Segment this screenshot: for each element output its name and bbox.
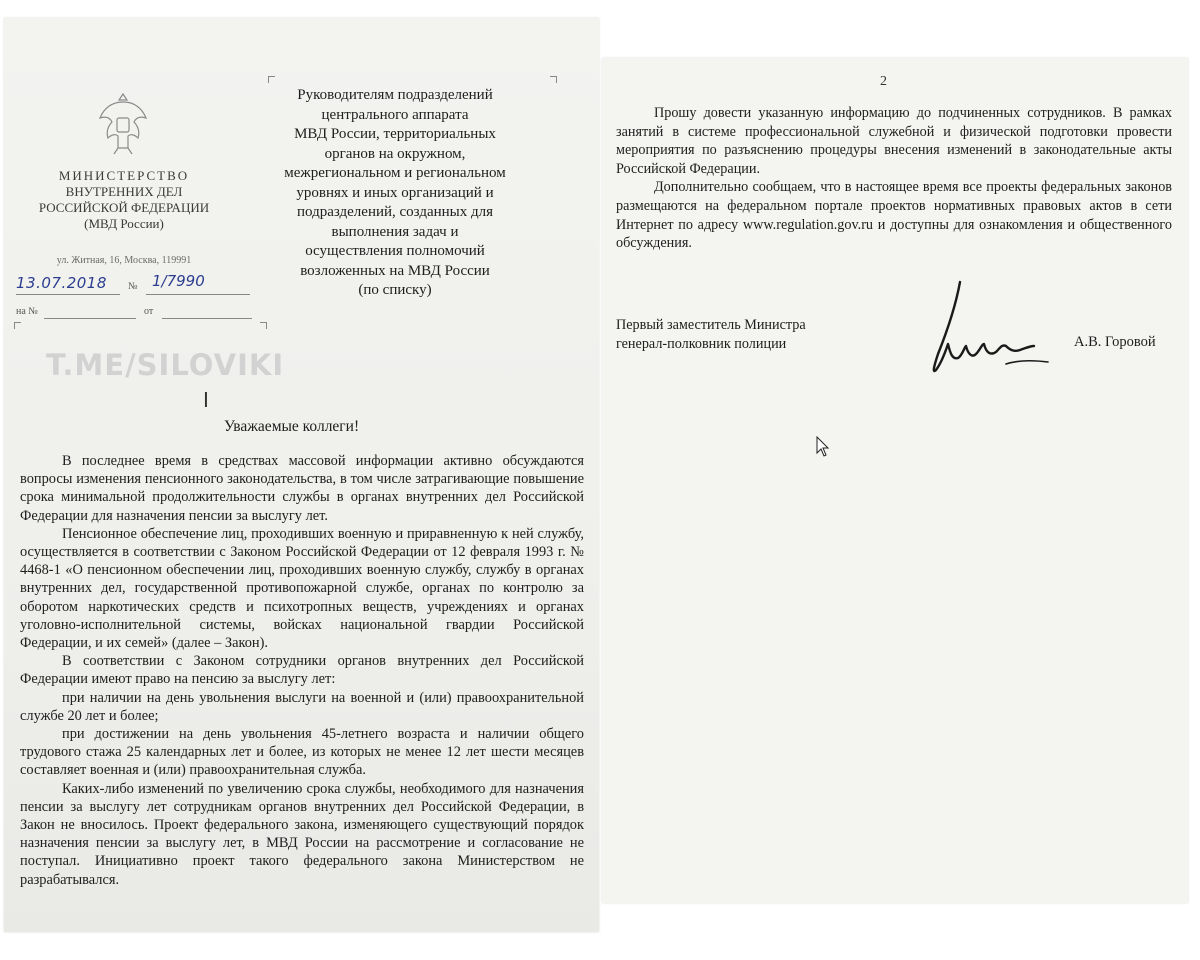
addressee-line: выполнения задач и <box>331 223 459 240</box>
body-paragraph: Прошу довести указанную информацию до подчиненных сотрудников. В рамках занятий в системе профессиональной служебной и физической подготовки провести мероприятия по разъяснению процедуры внесения изменений в законодательные акты Российской Федерации. <box>616 105 1172 177</box>
frame-corner <box>550 76 557 83</box>
body-paragraph: В соответствии с Законом сотрудники органов внутренних дел Российской Федерации имеют право на пенсию за выслугу лет: <box>20 653 584 688</box>
greeting: Уважаемые коллеги! <box>224 418 360 435</box>
signer-title-line-2: генерал-полковник полиции <box>616 335 787 352</box>
ministry-line-2: ВНУТРЕННИХ ДЕЛ <box>65 184 183 199</box>
registration-date: 13.07.2018 <box>16 274 107 292</box>
ministry-line-4: (МВД России) <box>84 216 164 231</box>
ministry-address: ул. Житная, 16, Москва, 119991 <box>56 255 192 266</box>
frame-corner <box>268 76 275 83</box>
body-paragraph: при достижении на день увольнения 45-летнего возраста и наличии общего трудового стажа 25 календарных лет и более, из которых не менее 12 лет шести месяцев составляет военная и (или) правоохранительная служба. <box>20 726 584 779</box>
addressee-line: центрального аппарата <box>321 106 469 123</box>
addressee-line: МВД России, территориальных <box>294 126 496 142</box>
addressee-line: уровнях и иных организаций и <box>296 184 494 201</box>
reference-from-underline <box>162 318 252 319</box>
addressee-block <box>260 86 530 301</box>
watermark: T.ME/SILOVIKI <box>46 348 285 382</box>
addressee-line: подразделений, созданных для <box>296 204 494 220</box>
coat-of-arms-emblem <box>94 88 152 158</box>
signer-title-line-1: Первый заместитель Министра <box>616 317 806 333</box>
addressee-line: (по списку) <box>358 282 432 298</box>
letter-body <box>20 452 584 889</box>
mouse-pointer-icon <box>816 436 832 458</box>
registration-number-label: № <box>128 281 138 292</box>
addressee-line: межрегиональном и региональном <box>284 165 506 181</box>
addressee-line: возложенных на МВД России <box>300 262 490 279</box>
reference-number-label: на № <box>16 306 38 317</box>
reference-number-underline <box>44 318 136 319</box>
handwritten-signature <box>902 274 1062 384</box>
reference-from-label: от <box>144 306 154 317</box>
registration-number: 1/7990 <box>152 272 205 290</box>
body-paragraph: Пенсионное обеспечение лиц, проходивших военную и приравненную к ней службу, осуществляется в соответствии с Законом Российской Федерации от 12 февраля 1993 г. № 4468-1 «О пенсионном обеспечении лиц, проходивших военную службу, службу в органах внутренних дел, государственной противопожарной службе, органах по контролю за оборотом наркотических средств и психотропных веществ, учреждениях и органах уголовно-исполнительной системы, войсках национальной гвардии Российской Федерации, и их семей» (далее – Закон). <box>20 525 584 652</box>
letter-page-1 <box>4 18 599 932</box>
addressee-line: Руководителям подразделений <box>297 87 493 103</box>
date-underline <box>16 294 120 295</box>
frame-corner <box>14 322 21 329</box>
letter-body-continued <box>616 104 1172 253</box>
signer-title <box>616 316 916 353</box>
number-underline <box>146 294 250 295</box>
body-paragraph: при наличии на день увольнения выслуги на военной и (или) правоохранительной службе 20 лет и более; <box>20 689 584 724</box>
addressee-line: органов на окружном, <box>324 145 466 162</box>
frame-corner <box>260 322 267 329</box>
body-paragraph: Дополнительно сообщаем, что в настоящее время все проекты федеральных законов размещаются на федеральном портале проектов нормативных правовых актов в сети Интернет по адресу www.regulation.gov.ru и доступны для ознакомления и общественного обсуждения. <box>616 179 1172 252</box>
addressee-line: осуществления полномочий <box>305 243 485 259</box>
page-number: 2 <box>880 74 887 89</box>
body-paragraph: Каких-либо изменений по увеличению срока службы, необходимого для назначения пенсии за выслугу лет сотрудникам органов внутренних дел Российской Федерации, в Закон не вносилось. Проект федерального закона, изменяющего существующий порядок назначения пенсии за выслугу лет, в МВД России на рассмотрение и согласование не поступал. Инициативно проект такого федерального закона Министерством не разрабатывался. <box>20 780 584 888</box>
ministry-line-1: МИНИСТЕРСТВО <box>58 168 190 183</box>
ministry-header <box>24 168 224 232</box>
text-cursor-icon: I <box>203 388 209 412</box>
ministry-line-3: РОССИЙСКОЙ ФЕДЕРАЦИИ <box>38 200 210 215</box>
body-paragraph: В последнее время в средствах массовой информации активно обсуждаются вопросы изменения пенсионного законодательства, в том числе затрагивающие повышение срока минимальной продолжительности службы в органах внутренних дел Российской Федерации для назначения пенсии за выслугу лет. <box>20 453 584 524</box>
letter-page-2 <box>602 58 1188 903</box>
signer-name: А.В. Горовой <box>1074 334 1156 350</box>
